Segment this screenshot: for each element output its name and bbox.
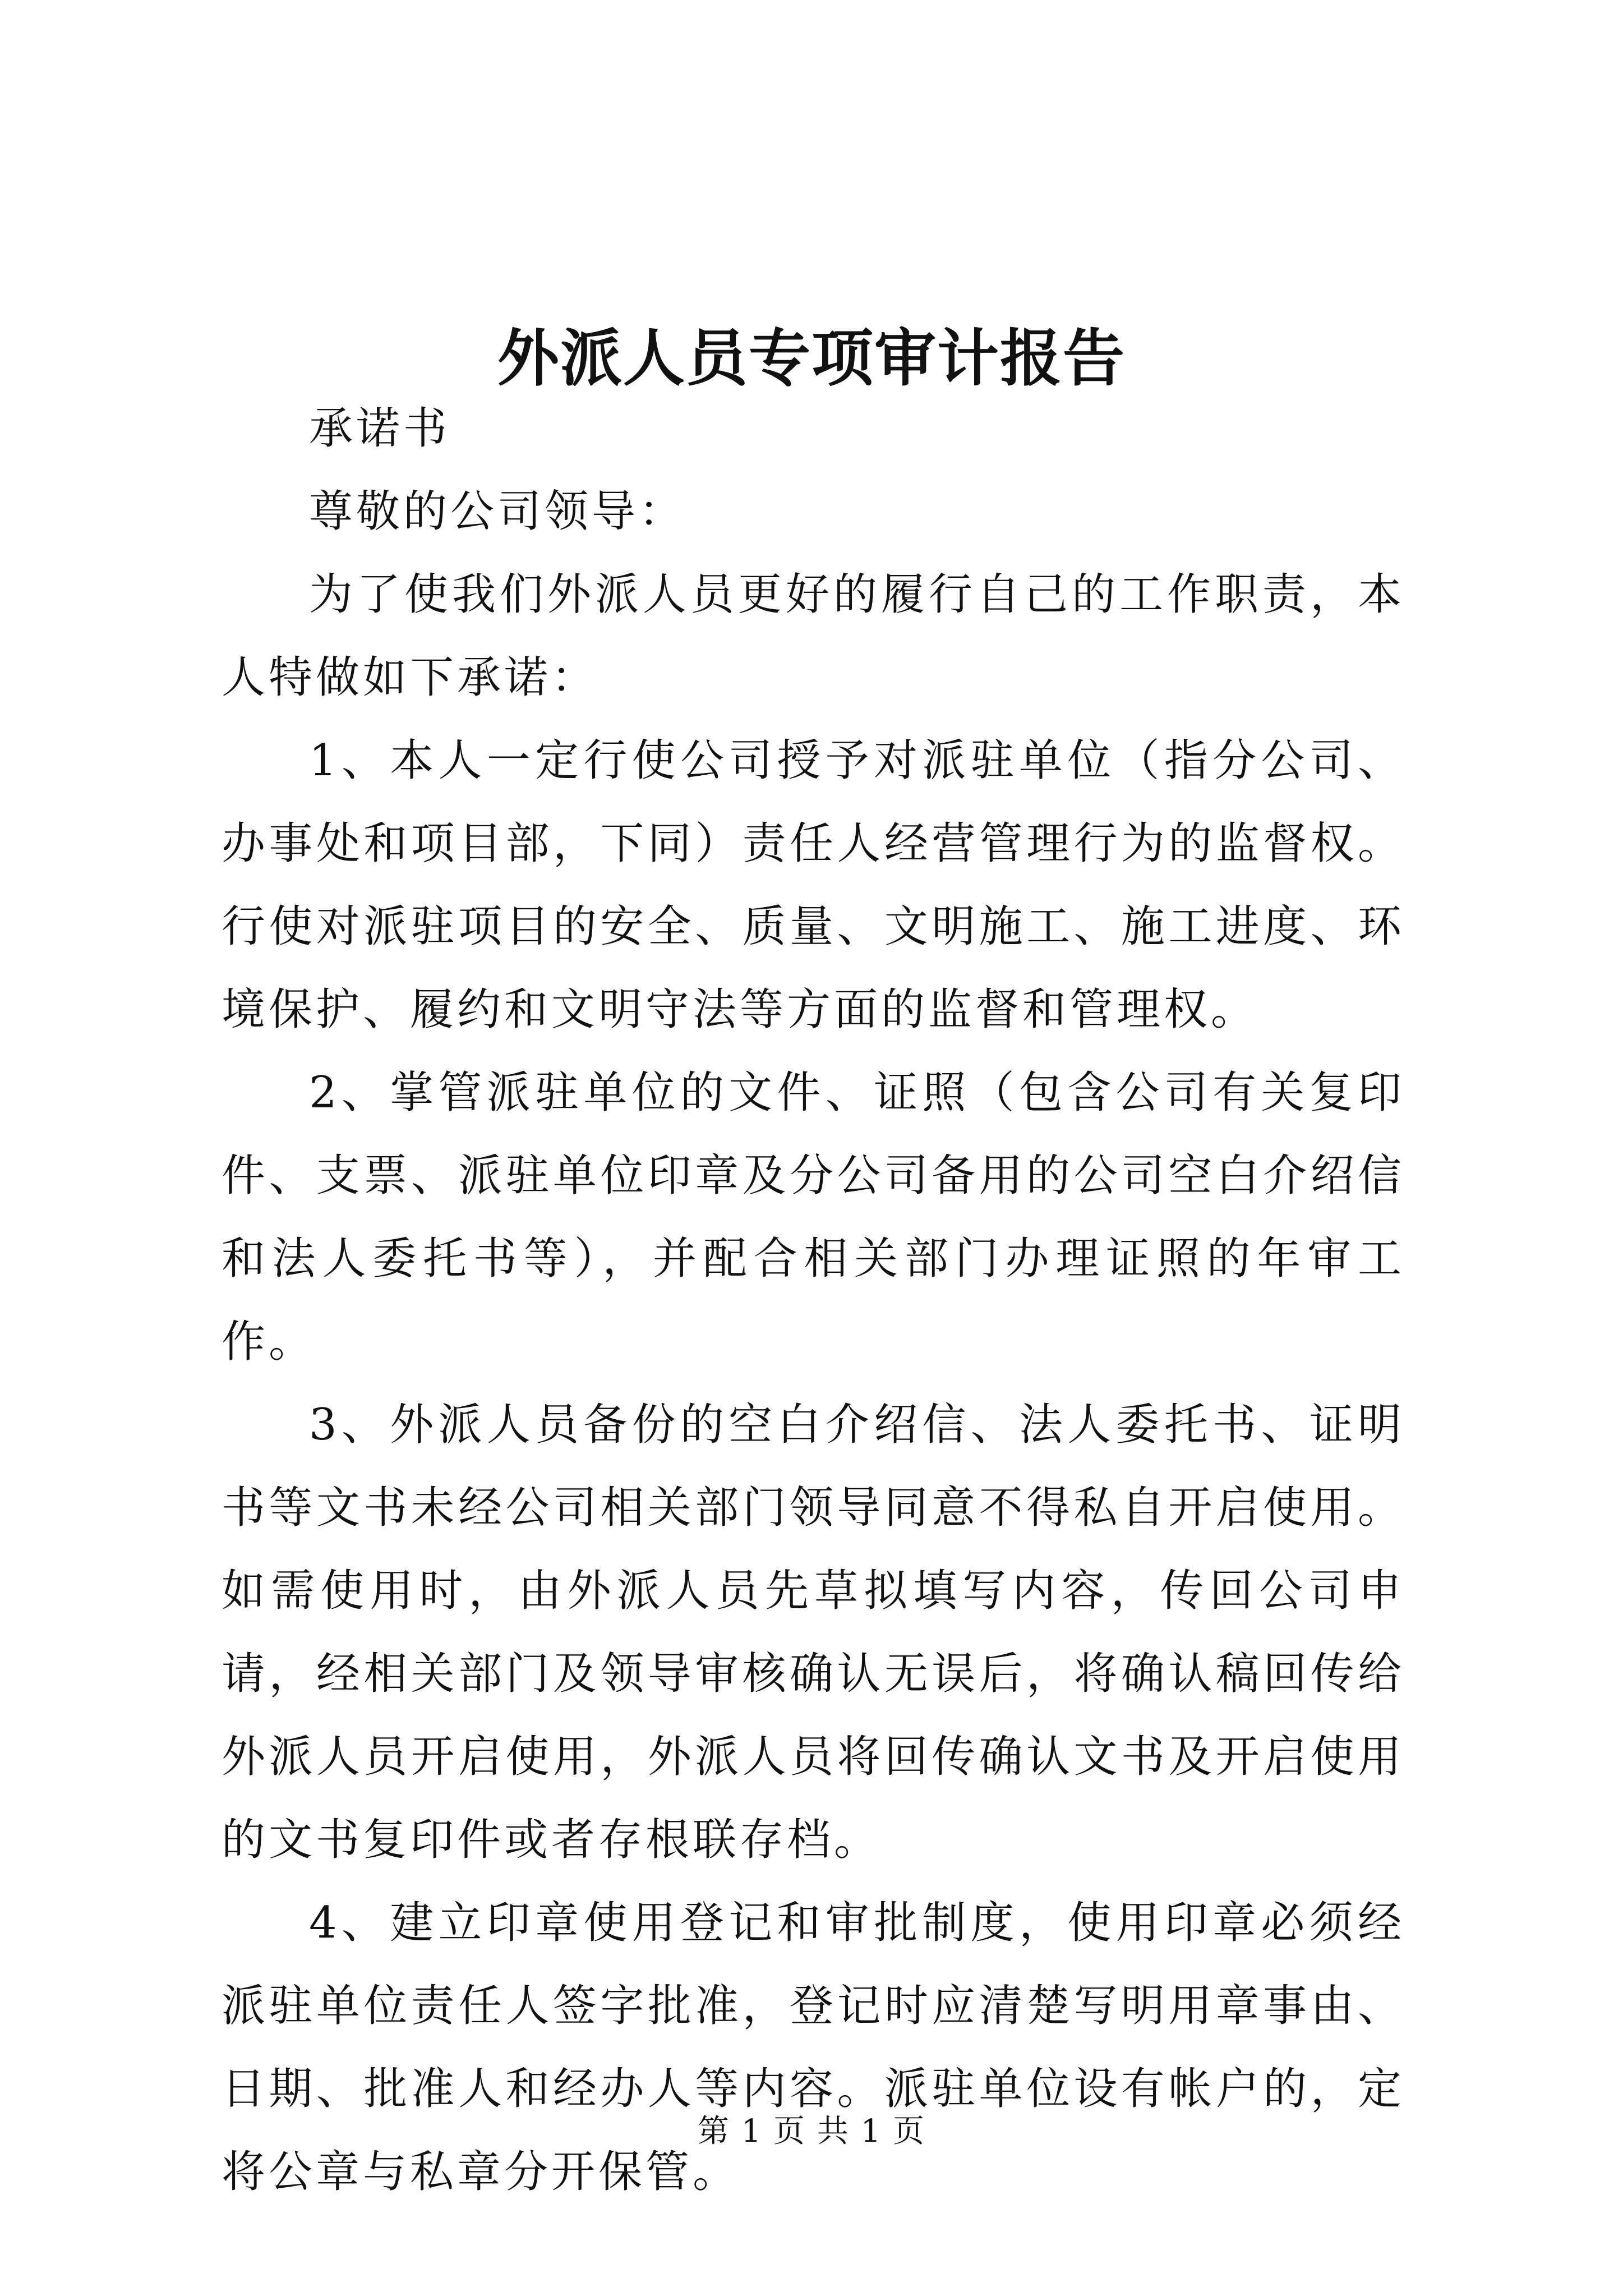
clause-1: 1、本人一定行使公司授予对派驻单位（指分公司、办事处和项目部，下同）责任人经营管理行为的监督权。行使对派驻项目的安全、质量、文明施工、施工进度、环境保护、履约和文明守法等方面的监督和管理权。: [222, 735, 1405, 1035]
intro-paragraph: 为了使我们外派人员更好的履行自己的工作职责，本人特做如下承诺：: [222, 569, 1405, 703]
heading-commitment: 承诺书: [309, 403, 451, 454]
clause-3: 3、外派人员备份的空白介绍信、法人委托书、证明书等文书未经公司相关部门领导同意不得私自开启使用。如需使用时，由外派人员先草拟填写内容，传回公司申请，经相关部门及领导审核确认无误后，将确认稿回传给外派人员开启使用，外派人员将回传确认文书及开启使用的文书复印件或者存根联存档。: [222, 1400, 1405, 1865]
document-body: [222, 387, 1405, 2214]
salutation: 尊敬的公司领导：: [309, 486, 686, 537]
clause-4: 4、建立印章使用登记和审批制度，使用印章必须经派驻单位责任人签字批准，登记时应清楚写明用章事由、日期、批准人和经办人等内容。派驻单位设有帐户的，定将公章与私章分开保管。: [222, 1898, 1405, 2197]
page-footer: 第 1 页 共 1 页: [697, 2113, 926, 2150]
clause-2: 2、掌管派驻单位的文件、证照（包含公司有关复印件、支票、派驻单位印章及分公司备用的公司空白介绍信和法人委托书等），并配合相关部门办理证照的年审工作。: [222, 1068, 1405, 1367]
document-title: 外派人员专项审计报告: [497, 321, 1126, 394]
